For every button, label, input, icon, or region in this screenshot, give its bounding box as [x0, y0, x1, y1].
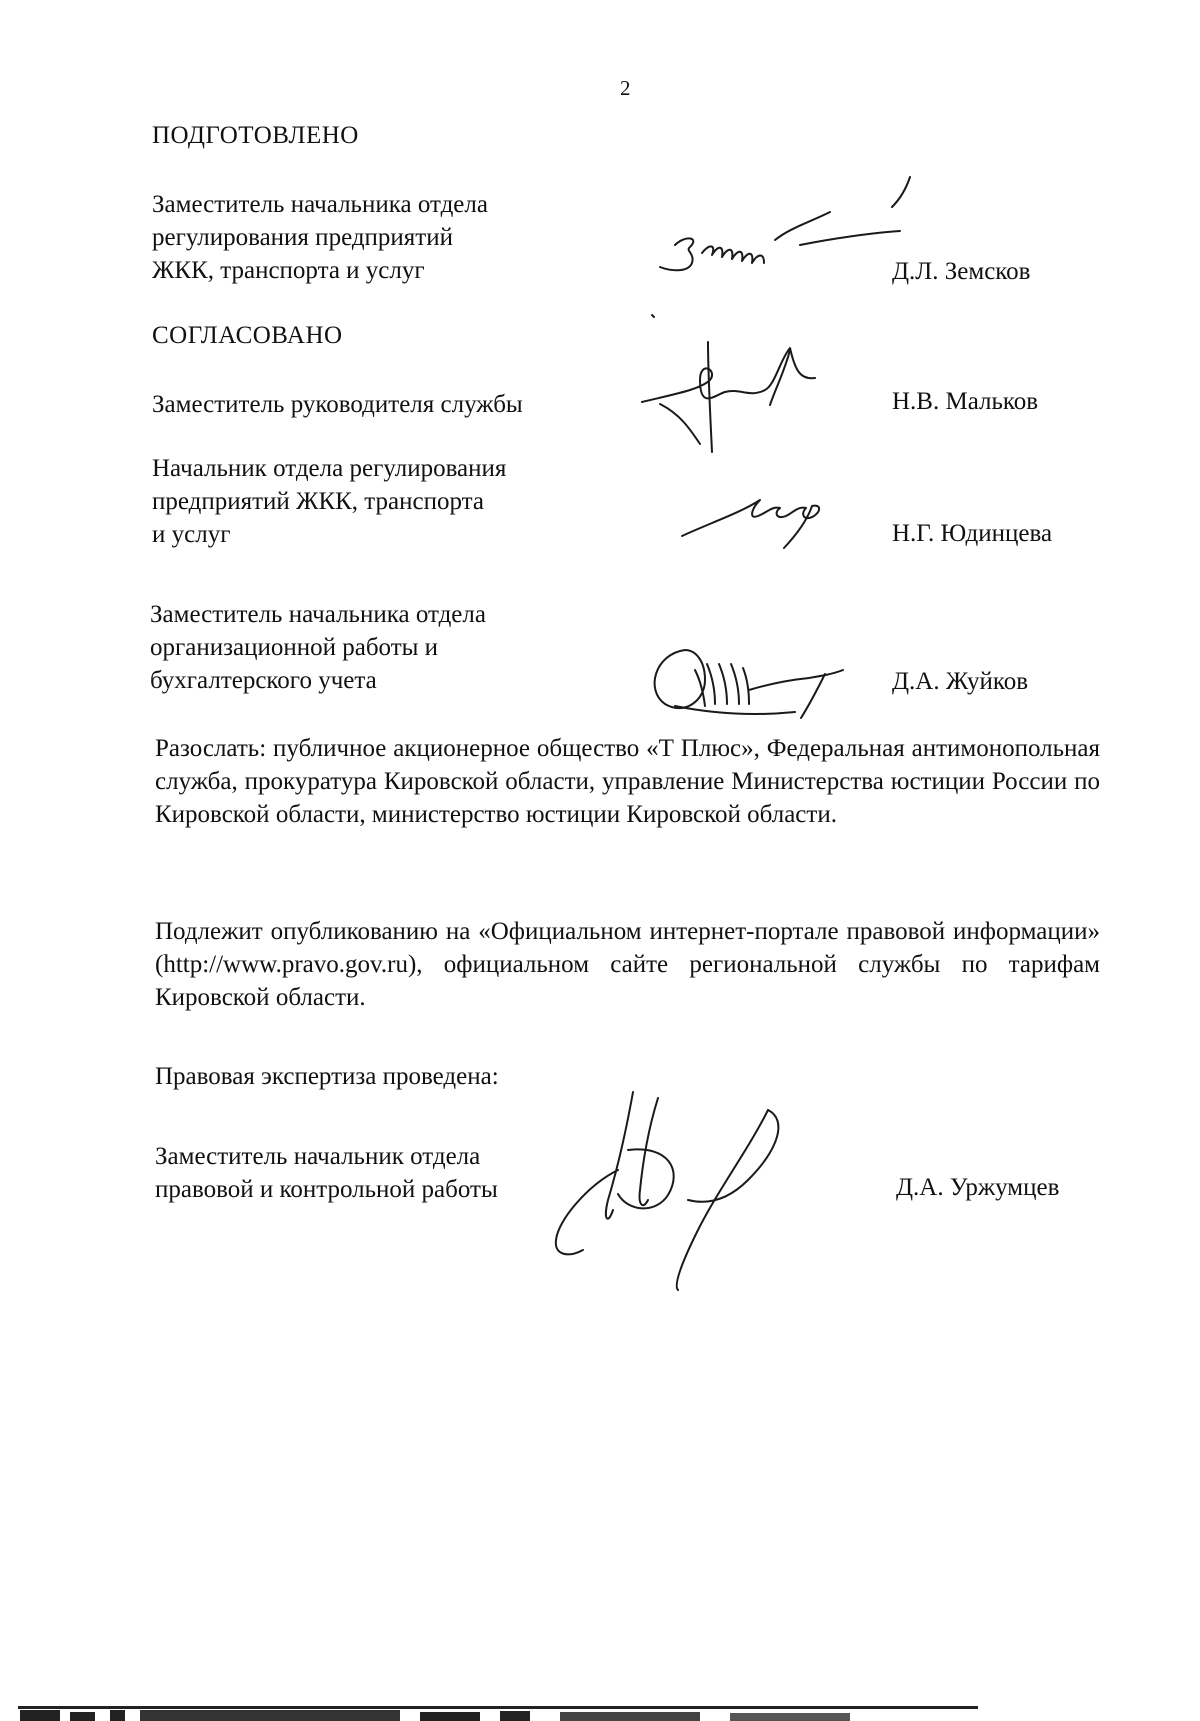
position-line: регулирования предприятий [152, 224, 453, 251]
prepared-signer-position [152, 188, 488, 287]
position-line: Начальник отдела регулирования [152, 455, 507, 482]
signer-name: Н.В. Мальков [892, 388, 1039, 415]
legal-review-heading: Правовая экспертиза проведена: [155, 1063, 499, 1090]
position-line: ЖКК, транспорта и услуг [152, 257, 425, 284]
prepared-heading: ПОДГОТОВЛЕНО [152, 122, 359, 149]
position-line: и услуг [152, 521, 231, 548]
signer-name: Н.Г. Юдинцева [892, 520, 1053, 547]
position-line: организационной работы и [150, 634, 439, 661]
position-line: Заместитель начальника отдела [150, 601, 486, 628]
position-line: предприятий ЖКК, транспорта [152, 488, 484, 515]
position-line: бухгалтерского учета [150, 667, 377, 694]
signer-name: Д.А. Уржумцев [896, 1174, 1060, 1201]
agreed-heading: СОГЛАСОВАНО [152, 322, 343, 349]
signature-zhuykov [645, 640, 865, 725]
page-number: 2 [620, 76, 631, 100]
signature-yudintseva [680, 478, 840, 558]
signature-zemskov [640, 175, 920, 325]
position-line: Заместитель руководителя службы [152, 391, 523, 418]
position-line: Заместитель начальник отдела [155, 1143, 481, 1170]
position-line: правовой и контрольной работы [155, 1176, 498, 1203]
agreed-signer-1-position [152, 388, 523, 421]
agreed-signer-3-position [150, 598, 486, 697]
signature-malkov [640, 340, 840, 460]
legal-review-signer-position [155, 1140, 498, 1206]
agreed-signer-2-position [152, 452, 506, 551]
signer-name: Д.Л. Земсков [892, 258, 1031, 285]
signer-name: Д.А. Жуйков [892, 668, 1029, 695]
distribution-paragraph: Разослать: публичное акционерное общество «Т Плюс», Федеральная антимонопольная служба, прокуратура Кировской области, управление Министерства юстиции России по Кировской области, министерство юстиции Кировской области. [155, 735, 1100, 828]
signature-urzhumtsev [548, 1090, 828, 1290]
position-line: Заместитель начальника отдела [152, 191, 488, 218]
scan-edge-strip [0, 1702, 980, 1721]
publication-paragraph: Подлежит опубликованию на «Официальном интернет-портале правовой информации» (http://www.pravo.gov.ru), официальном сайте региональной службы по тарифам Кировской области. [155, 918, 1100, 1011]
